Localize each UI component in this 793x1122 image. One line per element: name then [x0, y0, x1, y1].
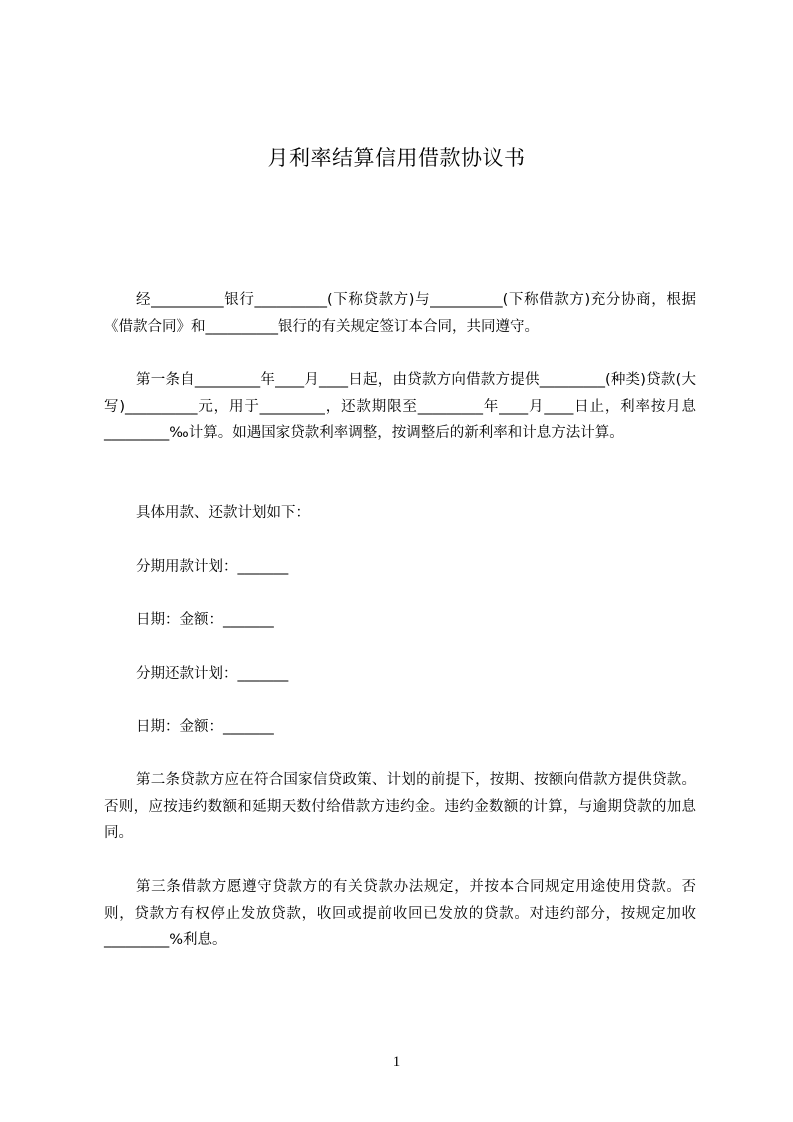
article-three-paragraph: 第三条借款方愿遵守贷款方的有关贷款办法规定，并按本合同规定用途使用贷款。否则，贷款方有权停止发放贷款，收回或提前收回已发放的贷款。对违约部分，按规定加收_________%利息。 [104, 879, 696, 948]
document-title: 月利率结算信用借款协议书 [267, 146, 526, 170]
article-two-paragraph: 第二条贷款方应在符合国家信贷政策、计划的前提下，按期、按额向借款方提供贷款。否则，应按违约数额和延期天数付给借款方违约金。违约金数额的计算，与逾期贷款的加息同。 [104, 772, 696, 841]
repayment-date-amount-line: 日期：金额：_______ [136, 719, 274, 735]
loan-date-amount-line: 日期：金额：_______ [136, 612, 274, 628]
opening-paragraph: 经__________银行__________(下称贷款方)与__________(下称借款方)充分协商，根据《借款合同》和__________银行的有关规定签订本合同，共同遵守。 [104, 292, 696, 335]
installment-loan-plan: 分期用款计划：_______ [136, 559, 289, 575]
page-number: 1 [392, 1054, 401, 1070]
article-one-paragraph: 第一条自_________年____月____日起，由贷款方向借款方提供_________(种类)贷款(大写)__________元，用于_________，还款期限至_________年____月____日止，利率按月息_________‰计算。如遇国家贷款利率调整，按调整后的新利率和计息方法计算。 [104, 372, 696, 441]
plan-intro-paragraph: 具体用款、还款计划如下： [136, 505, 310, 521]
installment-repayment-plan: 分期还款计划：_______ [136, 666, 289, 682]
